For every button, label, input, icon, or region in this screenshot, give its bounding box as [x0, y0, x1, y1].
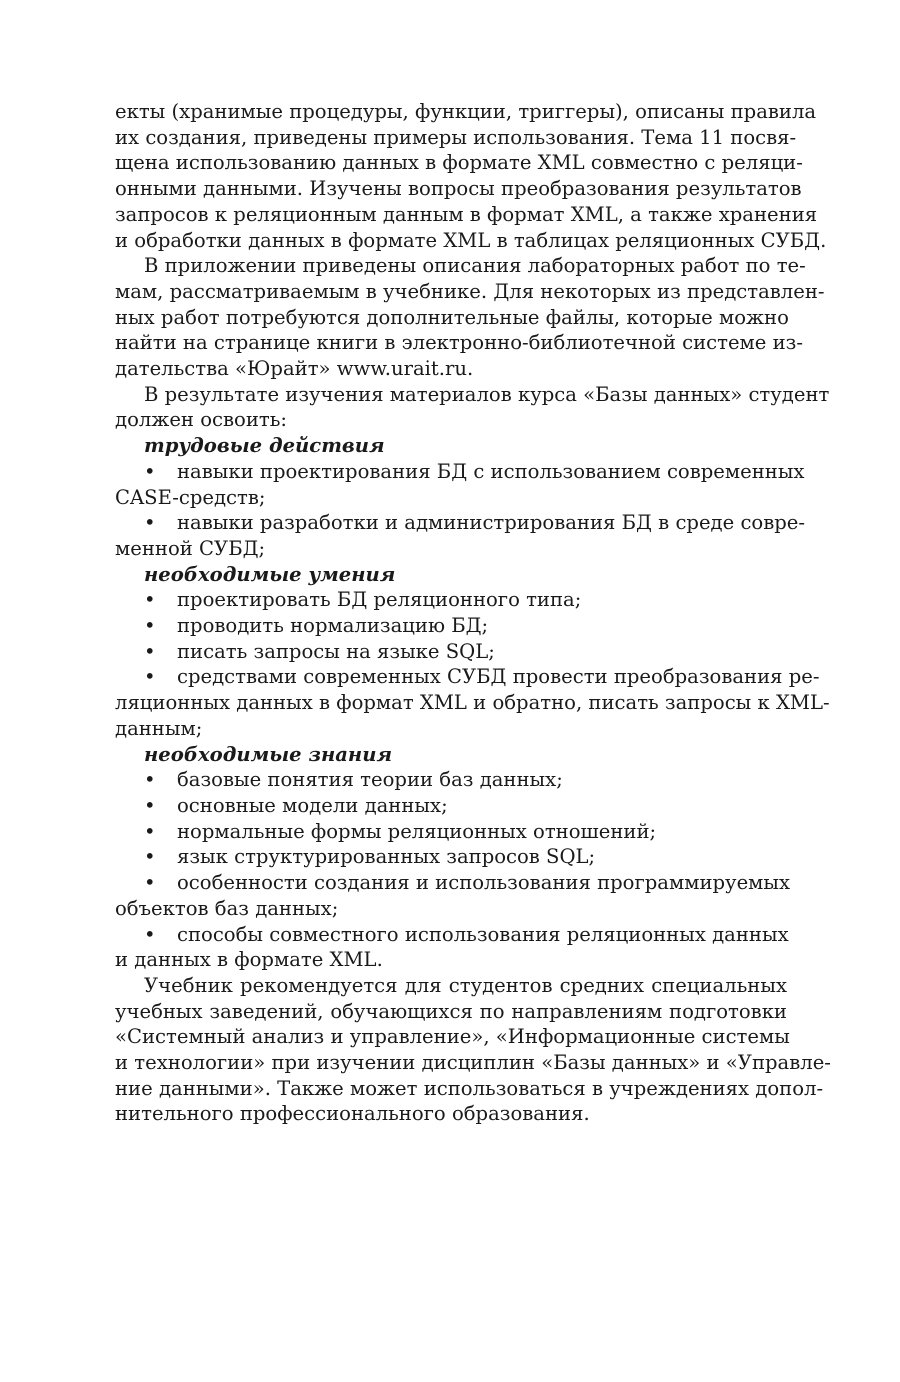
list-item-text: навыки разработки и администрирования БД в среде совре- — [177, 511, 806, 535]
list-item — [115, 664, 820, 690]
bullet-icon: • — [144, 871, 156, 895]
list-item-continuation: объектов баз данных; — [115, 896, 339, 920]
list-item-text: базовые понятия теории баз данных; — [177, 768, 563, 792]
text-line: мам, рассматриваемым в учебнике. Для некоторых из представлен- — [115, 279, 825, 303]
section-labor-actions — [115, 433, 806, 562]
text-line: их создания, приведены примеры использования. Тема 11 посвя- — [115, 125, 797, 149]
list-item-text: способы совместного использования реляционных данных — [177, 922, 789, 946]
text-line: учебных заведений, обучающихся по направлениям подготовки — [115, 999, 787, 1023]
bullet-icon: • — [144, 614, 156, 638]
text-line: щена использованию данных в формате XML совместно с реляци- — [115, 151, 803, 175]
text-line: екты (хранимые процедуры, функции, триггеры), описаны правила — [115, 100, 817, 123]
bullet-icon: • — [144, 793, 156, 817]
section-required-knowledge — [115, 742, 791, 973]
section-heading: необходимые знания — [144, 742, 393, 766]
text-line: онными данными. Изучены вопросы преобразования результатов — [115, 177, 802, 201]
text-line: ние данными». Также может использоваться в учреждениях допол- — [115, 1076, 824, 1100]
bullet-icon: • — [144, 768, 156, 792]
bullet-icon: • — [144, 819, 156, 843]
text-line: и технологии» при изучении дисциплин «Базы данных» и «Управле- — [115, 1051, 831, 1075]
list-item — [115, 819, 787, 845]
text-line: В результате изучения материалов курса «Базы данных» студент — [144, 382, 830, 406]
text-line: «Системный анализ и управление», «Информационные системы — [115, 1025, 790, 1049]
text-line: ных работ потребуются дополнительные файлы, которые можно — [115, 305, 789, 329]
list-item-continuation: ляционных данных в формат XML и обратно, писать запросы к XML- — [115, 691, 830, 715]
list-item — [115, 587, 787, 613]
list-item-text: проектировать БД реляционного типа; — [177, 588, 582, 612]
list-item — [115, 510, 806, 536]
bullet-icon: • — [144, 588, 156, 612]
bullet-icon: • — [144, 922, 156, 946]
list-item-text: навыки проектирования БД с использованием современных — [177, 459, 805, 483]
text-line: должен освоить: — [115, 408, 287, 432]
list-item-continuation: менной СУБД; — [115, 536, 266, 560]
text-line: нительного профессионального образования. — [115, 1102, 590, 1126]
text-line: и обработки данных в формате XML в таблицах реляционных СУБД. — [115, 228, 827, 252]
bullet-icon: • — [144, 845, 156, 869]
paragraph-appendix — [115, 253, 825, 382]
bullet-icon: • — [144, 511, 156, 535]
text-line: дательства «Юрайт» www.urait.ru. — [115, 357, 474, 381]
bullet-icon: • — [144, 459, 156, 483]
list-item — [115, 793, 787, 819]
list-item-text: писать запросы на языке SQL; — [177, 639, 495, 663]
section-heading: трудовые действия — [144, 434, 385, 458]
text-line: запросов к реляционным данным в формат XML, а также хранения — [115, 202, 818, 226]
document-page — [115, 99, 831, 1127]
section-heading: необходимые умения — [144, 562, 396, 586]
bullet-icon: • — [144, 665, 156, 689]
list-item-continuation: и данных в формате XML. — [115, 948, 383, 972]
paragraph-intro-continuation — [115, 99, 827, 253]
list-item-text: нормальные формы реляционных отношений; — [177, 819, 657, 843]
text-line: В приложении приведены описания лабораторных работ по те- — [144, 254, 806, 278]
list-item-text: средствами современных СУБД провести преобразования ре- — [177, 665, 820, 689]
list-item-continuation: данным; — [115, 716, 203, 740]
list-item-continuation: CASE-средств; — [115, 485, 266, 509]
list-item — [115, 459, 805, 485]
list-item-text: проводить нормализацию БД; — [177, 614, 489, 638]
list-item — [115, 767, 787, 793]
text-line: найти на странице книги в электронно-библиотечной системе из- — [115, 331, 803, 355]
section-required-skills — [115, 562, 830, 742]
paragraph-outcomes — [115, 382, 830, 433]
list-item — [115, 844, 787, 870]
list-item — [115, 922, 787, 948]
paragraph-recommendation — [115, 973, 831, 1127]
list-item — [115, 613, 787, 639]
list-item-text: основные модели данных; — [177, 793, 448, 817]
list-item-text: особенности создания и использования программируемых — [177, 871, 791, 895]
text-line: Учебник рекомендуется для студентов средних специальных — [144, 973, 787, 997]
list-item — [115, 870, 791, 896]
list-item — [115, 639, 787, 665]
list-item-text: язык структурированных запросов SQL; — [177, 845, 596, 869]
bullet-icon: • — [144, 639, 156, 663]
